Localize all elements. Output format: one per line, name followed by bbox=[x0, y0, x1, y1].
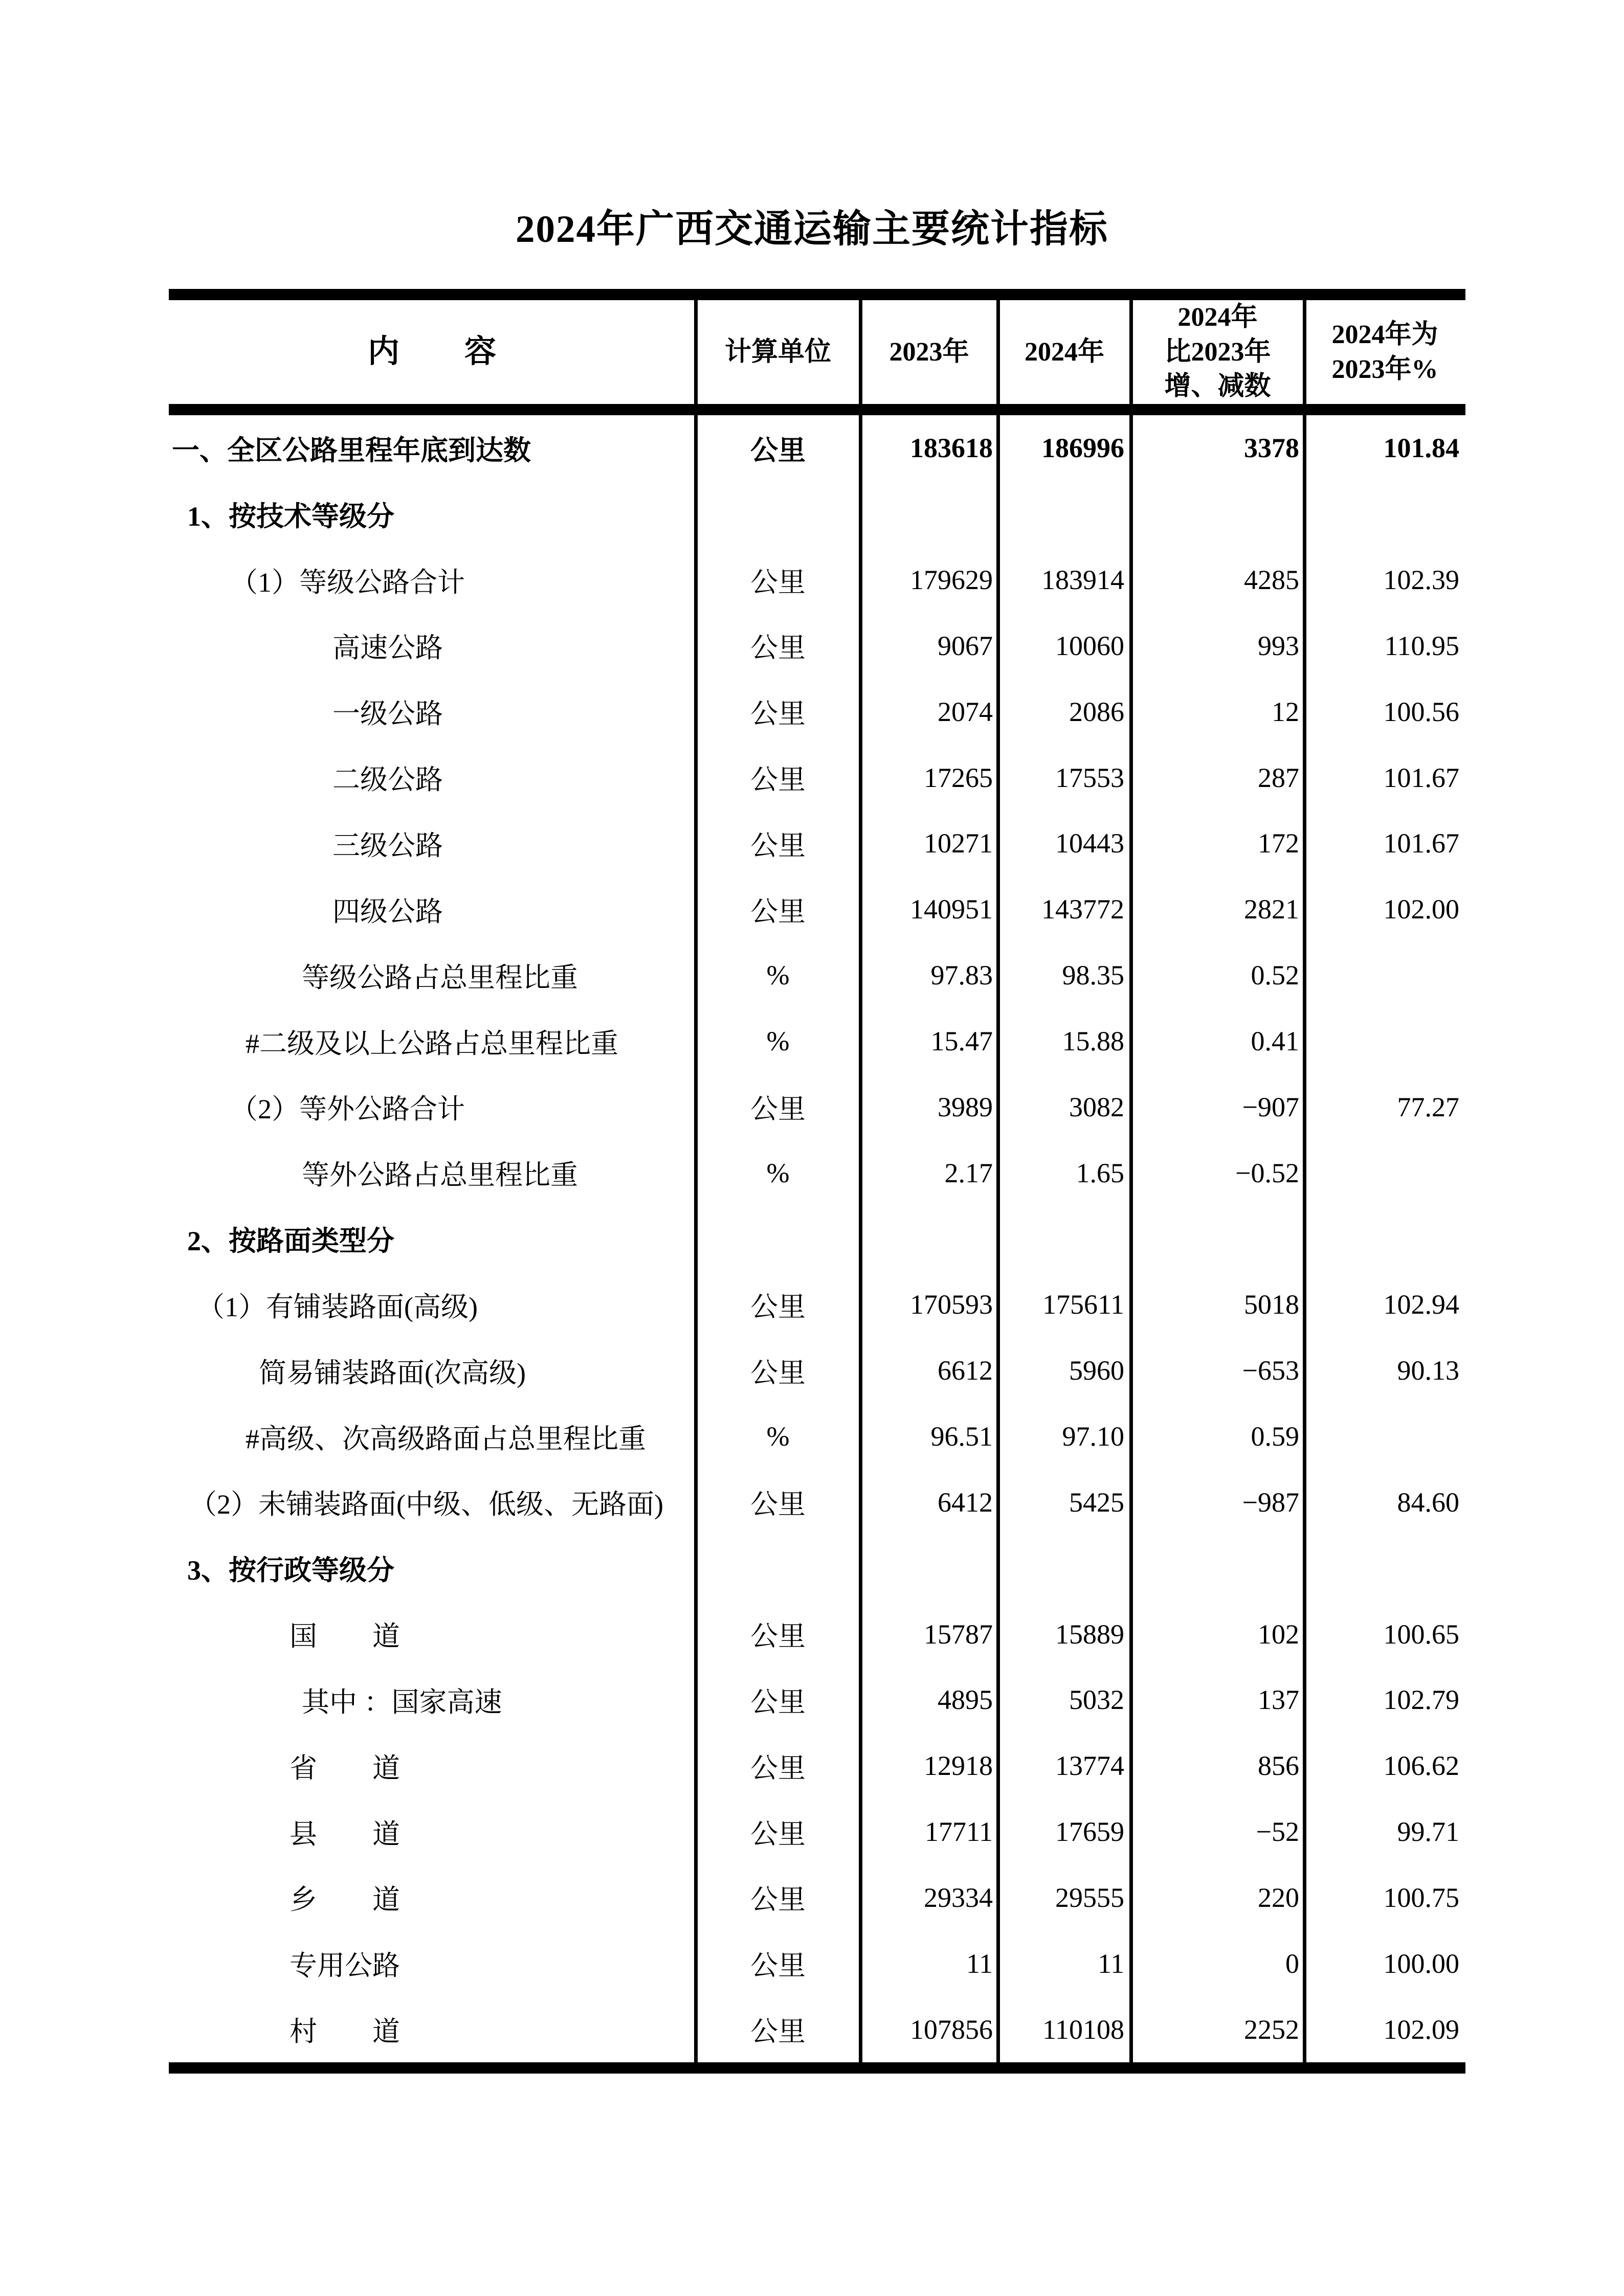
row-diff-value: −52 bbox=[1256, 1816, 1299, 1848]
row-pct-value: 102.00 bbox=[1383, 894, 1459, 925]
row-diff-value: 287 bbox=[1258, 762, 1299, 793]
page-title: 2024年广西交通运输主要统计指标 bbox=[515, 208, 1108, 251]
row-label: 专用公路 bbox=[290, 1950, 400, 1982]
row-unit: 公里 bbox=[750, 1357, 806, 1388]
row-pct-value: 100.00 bbox=[1383, 1948, 1459, 1979]
row-diff-value: −653 bbox=[1242, 1355, 1299, 1386]
row-2023-value: 140951 bbox=[910, 894, 993, 925]
row-unit: 公里 bbox=[750, 1752, 806, 1784]
row-pct-value: 106.62 bbox=[1383, 1750, 1459, 1782]
row-diff-value: 102 bbox=[1258, 1618, 1299, 1650]
header-diff-line3: 增、减数 bbox=[1164, 372, 1271, 401]
row-pct-value: 110.95 bbox=[1384, 630, 1459, 661]
row-label: 等外公路占总里程比重 bbox=[302, 1160, 578, 1191]
row-unit: 公里 bbox=[750, 896, 806, 927]
row-diff-value: 12 bbox=[1272, 696, 1299, 727]
table-header bbox=[169, 300, 1465, 404]
table-row bbox=[169, 811, 1465, 876]
row-2023-value: 17711 bbox=[925, 1816, 993, 1848]
row-label: （2）未铺装路面(中级、低级、无路面) bbox=[189, 1489, 663, 1520]
row-2023-value: 183618 bbox=[910, 433, 993, 464]
row-diff-value: 0.59 bbox=[1251, 1421, 1299, 1452]
row-label: 二级公路 bbox=[332, 764, 443, 796]
row-2024-value: 17659 bbox=[1055, 1816, 1124, 1848]
row-unit: 公里 bbox=[750, 1291, 806, 1322]
row-unit: 公里 bbox=[750, 1094, 806, 1125]
row-diff-value: 4285 bbox=[1244, 565, 1299, 596]
header-2024: 2024年 bbox=[1024, 337, 1104, 367]
row-unit: 公里 bbox=[750, 1884, 806, 1916]
row-diff-value: 0 bbox=[1285, 1948, 1299, 1979]
table-row bbox=[169, 547, 1465, 613]
row-label: 3、按行政等级分 bbox=[187, 1555, 394, 1586]
row-2023-value: 6412 bbox=[938, 1487, 993, 1518]
table-row bbox=[169, 1667, 1465, 1733]
table-row bbox=[169, 679, 1465, 745]
row-unit: 公里 bbox=[750, 1818, 806, 1850]
row-unit: 公里 bbox=[750, 633, 806, 664]
row-label: （2）等外公路合计 bbox=[230, 1094, 465, 1125]
row-2024-value: 5032 bbox=[1069, 1684, 1124, 1716]
row-label: 1、按技术等级分 bbox=[187, 501, 394, 532]
table-row bbox=[169, 481, 1465, 547]
statistics-table bbox=[169, 289, 1465, 2074]
row-2023-value: 97.83 bbox=[930, 960, 993, 991]
row-unit: 公里 bbox=[750, 2016, 806, 2047]
table-row bbox=[169, 1008, 1465, 1074]
row-2024-value: 143772 bbox=[1041, 894, 1124, 925]
table-row bbox=[169, 1206, 1465, 1272]
row-unit: 公里 bbox=[750, 1686, 806, 1718]
table-row bbox=[169, 1996, 1465, 2062]
row-pct-value: 90.13 bbox=[1397, 1355, 1459, 1386]
row-label: 县 道 bbox=[290, 1818, 400, 1850]
header-diff-line1: 2024年 bbox=[1177, 303, 1258, 332]
table-row bbox=[169, 1074, 1465, 1140]
row-2024-value: 17553 bbox=[1055, 762, 1124, 793]
row-unit: % bbox=[766, 1157, 790, 1188]
row-2024-value: 186996 bbox=[1041, 433, 1124, 464]
row-pct-value: 77.27 bbox=[1397, 1091, 1459, 1122]
row-pct-value: 102.39 bbox=[1383, 565, 1459, 596]
row-label: 2、按路面类型分 bbox=[187, 1226, 394, 1257]
row-2023-value: 29334 bbox=[924, 1882, 993, 1913]
row-diff-value: 0.41 bbox=[1251, 1026, 1299, 1057]
row-diff-value: −0.52 bbox=[1235, 1157, 1299, 1188]
row-2023-value: 6612 bbox=[938, 1355, 993, 1386]
row-2023-value: 179629 bbox=[910, 565, 993, 596]
row-2023-value: 170593 bbox=[910, 1289, 993, 1320]
row-label: 其中 ：国家高速 bbox=[302, 1686, 502, 1718]
row-unit: 公里 bbox=[750, 830, 806, 861]
table-body bbox=[169, 415, 1465, 2062]
row-pct-value: 102.94 bbox=[1383, 1289, 1459, 1320]
header-ratio-line1: 2024年为 bbox=[1331, 320, 1438, 349]
row-unit: 公里 bbox=[750, 435, 806, 466]
row-2024-value: 97.10 bbox=[1062, 1421, 1124, 1452]
header-unit: 计算单位 bbox=[724, 337, 831, 367]
row-label: 等级公路占总里程比重 bbox=[302, 962, 578, 993]
row-diff-value: 2252 bbox=[1244, 2014, 1299, 2045]
row-2024-value: 5425 bbox=[1069, 1487, 1124, 1518]
row-2023-value: 10271 bbox=[924, 828, 993, 859]
row-unit: % bbox=[766, 1421, 790, 1452]
row-2023-value: 2074 bbox=[938, 696, 993, 727]
row-label: （1）等级公路合计 bbox=[230, 567, 465, 598]
row-label: 乡 道 bbox=[290, 1884, 400, 1916]
row-2024-value: 29555 bbox=[1055, 1882, 1124, 1913]
row-label: （1）有铺装路面(高级) bbox=[197, 1291, 478, 1322]
row-pct-value: 99.71 bbox=[1397, 1816, 1459, 1848]
row-diff-value: 172 bbox=[1258, 828, 1299, 859]
row-2024-value: 175611 bbox=[1042, 1289, 1124, 1320]
table-top-rule bbox=[169, 289, 1465, 300]
table-row bbox=[169, 1338, 1465, 1404]
row-diff-value: −987 bbox=[1242, 1487, 1299, 1518]
row-2023-value: 11 bbox=[966, 1948, 993, 1979]
row-diff-value: 993 bbox=[1258, 630, 1299, 661]
row-2024-value: 5960 bbox=[1069, 1355, 1124, 1386]
row-2024-value: 3082 bbox=[1069, 1091, 1124, 1122]
table-row bbox=[169, 876, 1465, 942]
table-row bbox=[169, 1535, 1465, 1601]
row-2024-value: 15889 bbox=[1055, 1618, 1124, 1650]
row-unit: 公里 bbox=[750, 764, 806, 796]
table-row bbox=[169, 1140, 1465, 1206]
row-2023-value: 17265 bbox=[924, 762, 993, 793]
table-row bbox=[169, 613, 1465, 679]
table-row bbox=[169, 1272, 1465, 1338]
row-unit: 公里 bbox=[750, 1489, 806, 1520]
table-row bbox=[169, 1865, 1465, 1931]
row-pct-value: 84.60 bbox=[1397, 1487, 1459, 1518]
row-2023-value: 15787 bbox=[924, 1618, 993, 1650]
row-label: #二级及以上公路占总里程比重 bbox=[246, 1028, 618, 1059]
row-label: 一级公路 bbox=[332, 699, 443, 730]
row-diff-value: 2821 bbox=[1244, 894, 1299, 925]
row-2024-value: 15.88 bbox=[1062, 1026, 1124, 1057]
row-label: 一、全区公路里程年底到达数 bbox=[172, 435, 531, 466]
table-row bbox=[169, 1930, 1465, 1996]
row-diff-value: 137 bbox=[1258, 1684, 1299, 1716]
row-pct-value: 101.67 bbox=[1383, 762, 1459, 793]
table-bottom-rule bbox=[169, 2062, 1465, 2074]
row-diff-value: 856 bbox=[1258, 1750, 1299, 1782]
row-2023-value: 4895 bbox=[938, 1684, 993, 1716]
table-row bbox=[169, 1404, 1465, 1470]
row-pct-value: 101.67 bbox=[1383, 828, 1459, 859]
row-diff-value: 220 bbox=[1258, 1882, 1299, 1913]
row-2023-value: 2.17 bbox=[944, 1157, 993, 1188]
row-unit: 公里 bbox=[750, 567, 806, 598]
row-label: 村 道 bbox=[290, 2016, 400, 2047]
row-diff-value: 5018 bbox=[1244, 1289, 1299, 1320]
row-diff-value: 0.52 bbox=[1251, 960, 1299, 991]
row-2023-value: 3989 bbox=[938, 1091, 993, 1122]
row-2024-value: 10060 bbox=[1055, 630, 1124, 661]
row-label: 省 道 bbox=[290, 1752, 400, 1784]
row-label: #高级、次高级路面占总里程比重 bbox=[246, 1423, 646, 1454]
row-label: 高速公路 bbox=[332, 633, 443, 664]
row-unit: % bbox=[766, 1026, 790, 1057]
row-pct-value: 101.84 bbox=[1383, 433, 1459, 464]
row-pct-value: 102.09 bbox=[1383, 2014, 1459, 2045]
row-label: 三级公路 bbox=[332, 830, 443, 861]
row-pct-value: 100.65 bbox=[1383, 1618, 1459, 1650]
row-unit: % bbox=[766, 960, 790, 991]
row-2024-value: 1.65 bbox=[1076, 1157, 1124, 1188]
table-row bbox=[169, 745, 1465, 811]
table-row bbox=[169, 1601, 1465, 1667]
table-header-rule bbox=[169, 404, 1465, 415]
table-row bbox=[169, 1470, 1465, 1536]
row-2023-value: 9067 bbox=[938, 630, 993, 661]
row-diff-value: 3378 bbox=[1244, 433, 1299, 464]
table-row bbox=[169, 1733, 1465, 1799]
row-label: 四级公路 bbox=[332, 896, 443, 927]
row-2024-value: 10443 bbox=[1055, 828, 1124, 859]
row-unit: 公里 bbox=[750, 699, 806, 730]
row-pct-value: 100.75 bbox=[1383, 1882, 1459, 1913]
row-2024-value: 183914 bbox=[1041, 565, 1124, 596]
row-2024-value: 13774 bbox=[1055, 1750, 1124, 1782]
row-2023-value: 107856 bbox=[910, 2014, 993, 2045]
table-row bbox=[169, 415, 1465, 481]
header-content: 内 容 bbox=[367, 334, 497, 370]
row-pct-value: 100.56 bbox=[1383, 696, 1459, 727]
row-2024-value: 2086 bbox=[1069, 696, 1124, 727]
row-2023-value: 96.51 bbox=[930, 1421, 993, 1452]
row-unit: 公里 bbox=[750, 1950, 806, 1982]
table-row bbox=[169, 1799, 1465, 1865]
row-2023-value: 15.47 bbox=[930, 1026, 993, 1057]
row-2024-value: 11 bbox=[1098, 1948, 1124, 1979]
row-diff-value: −907 bbox=[1242, 1091, 1299, 1122]
row-label: 简易铺装路面(次高级) bbox=[259, 1357, 526, 1388]
header-ratio-line2: 2023年% bbox=[1331, 354, 1438, 384]
table-row bbox=[169, 942, 1465, 1008]
row-pct-value: 102.79 bbox=[1383, 1684, 1459, 1716]
row-label: 国 道 bbox=[290, 1621, 400, 1652]
header-diff-line2: 比2023年 bbox=[1164, 337, 1271, 367]
header-ratio bbox=[1304, 318, 1465, 387]
header-2023: 2023年 bbox=[889, 337, 969, 367]
row-2023-value: 12918 bbox=[924, 1750, 993, 1782]
header-diff bbox=[1131, 300, 1304, 404]
row-2024-value: 98.35 bbox=[1062, 960, 1124, 991]
row-unit: 公里 bbox=[750, 1621, 806, 1652]
row-2024-value: 110108 bbox=[1042, 2014, 1124, 2045]
